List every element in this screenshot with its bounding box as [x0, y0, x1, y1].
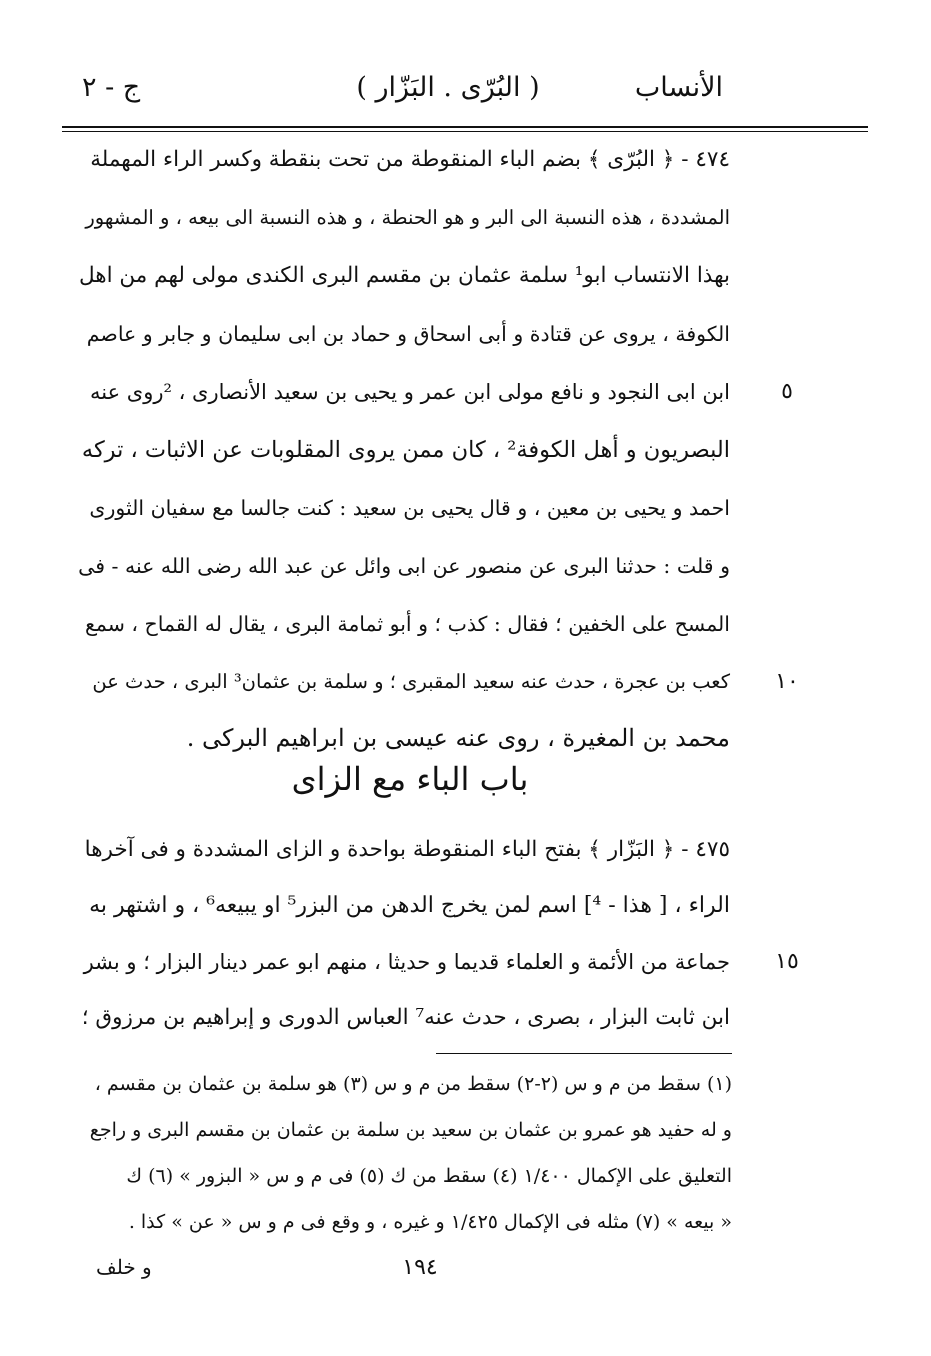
- line-number: ١٠: [775, 669, 799, 694]
- body-line: ٤٧٥ - ﴿ البَزّار ﴾ بفتح الباء المنقوطة بواحدة و الزاى المشددة و فى آخرها: [84, 837, 730, 862]
- page-number: ١٩٤: [402, 1255, 438, 1280]
- body-line: الراء ، [ هذا - ⁴] اسم لمن يخرج الدهن من البزر⁵ او يبيعه⁶ ، و اشتهر به: [89, 893, 730, 918]
- body-line: احمد و يحيى بن معين ، و قال يحيى بن سعيد : كنت جالسا مع سفيان الثورى: [89, 496, 730, 520]
- body-line: المشددة ، هذه النسبة الى البر و هو الحنطة ، و هذه النسبة الى بيعه ، و المشهور: [85, 206, 730, 229]
- footnote-line: التعليق على الإكمال ١/٤٠٠ (٤) سقط من ك (٥) فى م و س « البزور » (٦) ك: [126, 1165, 732, 1187]
- running-head-volume: ج - ٢: [82, 72, 141, 103]
- body-line: ابن ابى النجود و نافع مولى ابن عمر و يحيى بن سعيد الأنصارى ، ²روى عنه: [89, 380, 730, 404]
- body-line: جماعة من الأئمة و العلماء قديما و حديثا ، منهم ابو عمر دينار البزار ؛ و بشر: [83, 950, 730, 974]
- body-line: المسح على الخفين ؛ فقال : كذب ؛ و أبو ثمامة البرى ، يقال له القماح ، سمع: [84, 612, 730, 636]
- header-rule-thin: [62, 131, 868, 132]
- body-line: ٤٧٤ - ﴿ البُرّى ﴾ بضم الباء المنقوطة من تحت بنقطة وكسر الراء المهملة: [90, 147, 730, 172]
- line-number: ٥: [781, 379, 793, 404]
- footnote-line: (١) سقط من م و س (٢-٢) سقط من م و س (٣) هو سلمة بن عثمان بن مقسم ،: [94, 1073, 732, 1095]
- header-rule-thick: [62, 126, 868, 128]
- section-heading: باب الباء مع الزاى: [291, 760, 529, 798]
- running-head-entries: ( البُرّى . البَزّار ): [356, 72, 540, 103]
- footnote-rule: [436, 1053, 732, 1054]
- body-line: الكوفة ، يروى عن قتادة و أبى اسحاق و حماد بن ابى سليمان و جابر و عاصم: [86, 322, 730, 346]
- catchword: و خلف: [96, 1255, 152, 1279]
- body-line: محمد بن المغيرة ، روى عنه عيسى بن ابراهيم البركى .: [186, 724, 730, 752]
- body-line: ابن ثابت البزار ، بصرى ، حدث عنه⁷ العباس الدورى و إبراهيم بن مرزوق ؛: [81, 1005, 730, 1030]
- body-line: كعب بن عجرة ، حدث عنه سعيد المقبرى ؛ و سلمة بن عثمان³ البرى ، حدث عن: [92, 670, 730, 693]
- body-line: بهذا الانتساب ابو¹ سلمة عثمان بن مقسم البرى الكندى مولى لهم من اهل: [79, 263, 730, 288]
- body-line: البصريون و أهل الكوفة² ، كان ممن يروى المقلوبات عن الاثبات ، تركه: [81, 437, 730, 463]
- footnote-line: « بيعه » (٧) مثله فى الإكمال ١/٤٢٥ و غيره ، و وقع فى م و س « عن » كذا .: [128, 1211, 732, 1233]
- footnote-line: و له حفيد هو عمرو بن عثمان بن سعيد بن سلمة بن عثمان بن مقسم البرى و راجع: [89, 1119, 732, 1141]
- body-line: و قلت : حدثنا البرى عن منصور عن ابى وائل عن عبد الله رضى الله عنه - فى: [78, 554, 730, 578]
- running-head-title: الأنساب: [634, 72, 723, 103]
- line-number: ١٥: [775, 949, 799, 974]
